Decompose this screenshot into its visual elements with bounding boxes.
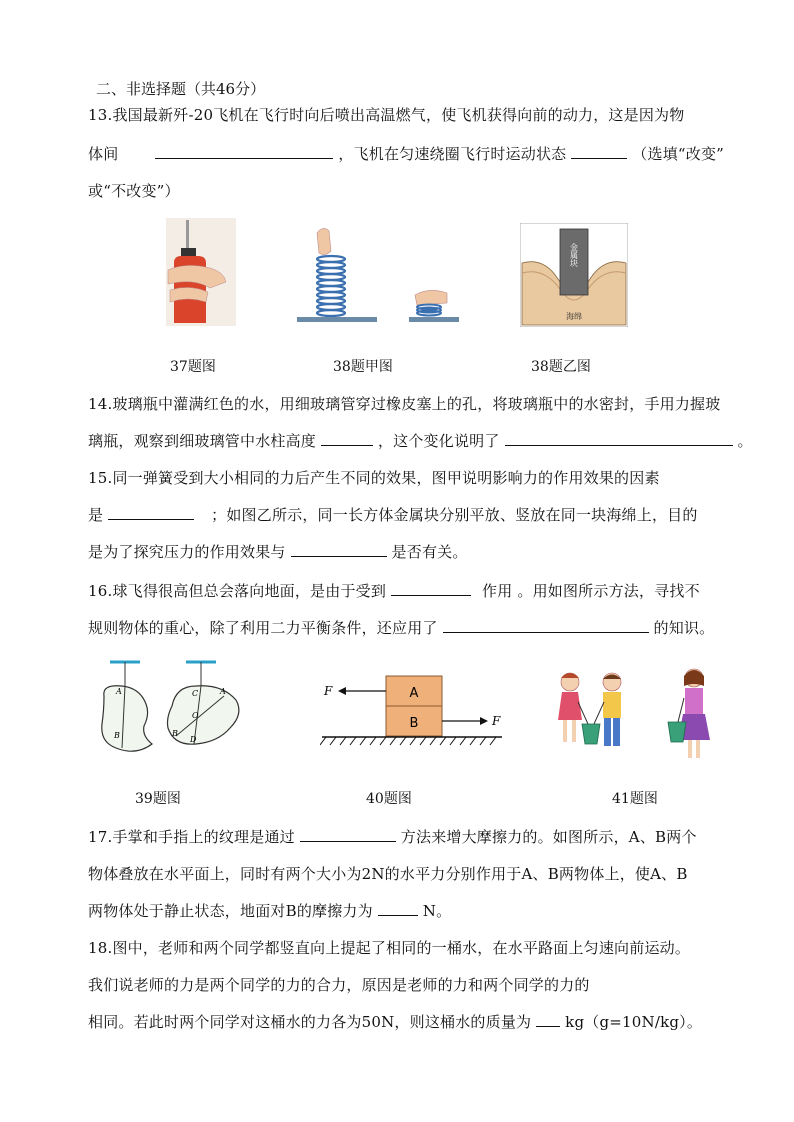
q13-line2 — [88, 143, 724, 164]
q15-blank-1[interactable] — [108, 504, 194, 520]
q16-line1 — [88, 580, 700, 601]
q17-text-c: 两物体处于静止状态，地面对B的摩擦力为 — [88, 902, 373, 920]
fig37-caption: 37题图 — [170, 359, 216, 375]
student-girl-icon — [558, 673, 582, 742]
q13-text-b: ，飞机在匀速绕圈飞行时运动状态 — [338, 145, 567, 163]
teacher-icon — [678, 669, 710, 758]
q13-line3: 或“不改变”） — [88, 182, 180, 200]
student-boy-icon — [603, 673, 621, 746]
spring-compressed-icon — [417, 305, 441, 316]
q14-text-a: 璃瓶，观察到细玻璃管中水柱高度 — [88, 432, 317, 450]
force-left-label: F — [324, 684, 333, 698]
q16-line2 — [88, 617, 714, 638]
bucket-icon — [668, 722, 686, 742]
q18-text-b: kg（g=10N/kg）。 — [565, 1013, 703, 1031]
irregular-plate-2 — [168, 686, 239, 744]
label-c: C — [192, 689, 199, 698]
fig38a-caption: 38题甲图 — [333, 359, 393, 375]
q15-line3 — [88, 541, 468, 562]
q15-text-a: 是 — [88, 506, 104, 524]
stacked-blocks-figure — [320, 672, 504, 752]
block-a-label: A — [409, 686, 419, 701]
bottle-figure — [166, 218, 236, 326]
q13-blank-1[interactable] — [155, 143, 333, 159]
q14-line1: 14.玻璃瓶中灌满红色的水，用细玻璃管穿过橡皮塞上的孔，将玻璃瓶中的水密封，手用力握玻 — [88, 395, 721, 413]
q16-text-a: 16.球飞得很高但总会落向地面，是由于受到 — [88, 582, 387, 600]
hand-icon — [415, 290, 447, 305]
label-a2: A — [220, 687, 226, 696]
q18-line1: 18.图中，老师和两个同学都竖直向上提起了相同的一桶水，在水平路面上匀速向前运动。 — [88, 939, 691, 957]
water-bucket-figure — [554, 662, 722, 766]
q13-blank-2[interactable] — [571, 143, 627, 159]
q17-text-a: 17.手掌和手指上的纹理是通过 — [88, 828, 295, 846]
q16-text-d: 的知识。 — [653, 619, 715, 637]
block-label: 金属块 — [569, 243, 579, 267]
q15-text-d: 是否有关。 — [391, 543, 468, 561]
center-of-gravity-figure — [92, 656, 252, 766]
label-b1: B — [114, 731, 120, 740]
q16-blank-2[interactable] — [443, 617, 649, 633]
q14-blank-1[interactable] — [321, 430, 373, 446]
sponge-label: 海绵 — [566, 312, 582, 321]
q13-line1: 13.我国最新歼-20飞机在飞行时向后喷出高温燃气，使飞机获得向前的动力，这是因为物 — [88, 106, 685, 124]
q15-text-c: 是为了探究压力的作用效果与 — [88, 543, 286, 561]
force-right-label: F — [492, 714, 501, 728]
fig38b-caption: 38题乙图 — [531, 359, 591, 375]
section-title: 二、非选择题（共46分） — [96, 80, 266, 98]
fig40-caption: 40题图 — [366, 791, 412, 807]
q17-line1 — [88, 826, 697, 847]
q18-line3 — [88, 1011, 702, 1032]
q15-text-b: ；如图乙所示，同一长方体金属块分别平放、竖放在同一块海绵上，目的 — [211, 506, 698, 524]
q17-line3 — [88, 900, 451, 921]
q15-blank-2[interactable] — [291, 541, 387, 557]
q13-text-c: （选填“改变” — [632, 145, 725, 163]
q15-line1: 15.同一弹簧受到大小相同的力后产生不同的效果，图甲说明影响力的作用效果的因素 — [88, 469, 660, 487]
q17-line2: 物体叠放在水平面上，同时有两个大小为2N的水平力分别作用于A、B两物体上，使A、B — [88, 865, 688, 883]
q14-line2 — [88, 430, 753, 451]
q17-blank-2[interactable] — [378, 900, 418, 916]
q14-text-b: ，这个变化说明了 — [377, 432, 500, 450]
irregular-plate-1 — [102, 686, 152, 751]
q18-line2: 我们说老师的力是两个同学的力的合力，原因是老师的力和两个同学的力的 — [88, 976, 590, 994]
q18-text-a: 相同。若此时两个同学对这桶水的力各为50N，则这桶水的质量为 — [88, 1013, 532, 1031]
q14-blank-2[interactable] — [505, 430, 733, 446]
q14-text-c: 。 — [737, 432, 753, 450]
hand-icon — [317, 228, 331, 254]
q16-text-b: 作用 。用如图所示方法，寻找不 — [482, 582, 700, 600]
label-d: D — [190, 735, 197, 744]
q17-blank-1[interactable] — [300, 826, 396, 842]
q17-text-d: N。 — [422, 902, 452, 920]
q17-text-b: 方法来增大摩擦力的。如图所示，A、B两个 — [400, 828, 697, 846]
sponge-figure — [520, 223, 628, 327]
label-b2: B — [172, 729, 178, 738]
spring-icon — [317, 256, 345, 316]
q16-text-c: 规则物体的重心，除了利用二力平衡条件，还应用了 — [88, 619, 438, 637]
q16-blank-1[interactable] — [391, 580, 471, 596]
bucket-icon — [582, 724, 600, 744]
q15-line2 — [88, 504, 698, 525]
q13-text-a: 体间 — [88, 145, 119, 163]
q18-blank-1[interactable] — [536, 1011, 560, 1027]
block-b-label: B — [409, 716, 419, 731]
spring-figure-jia — [297, 225, 467, 325]
label-o: O — [192, 711, 199, 720]
fig39-caption: 39题图 — [135, 791, 181, 807]
label-a1: A — [116, 687, 122, 696]
fig41-caption: 41题图 — [612, 791, 658, 807]
